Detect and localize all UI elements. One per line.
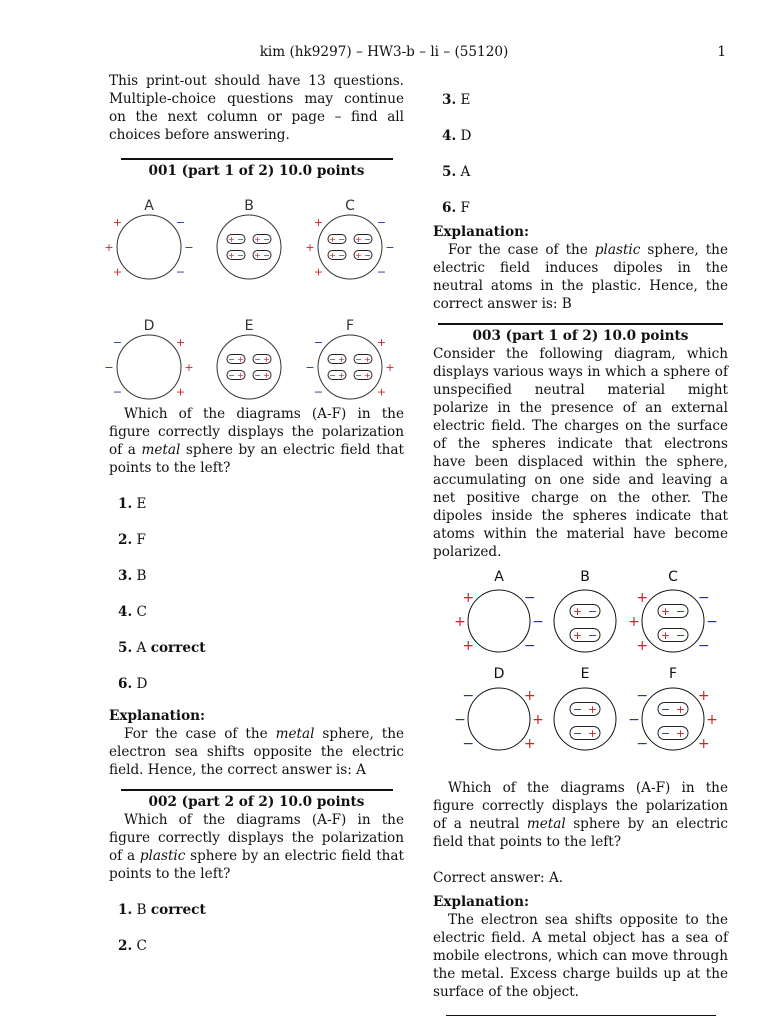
- q1-explanation-em: metal: [275, 726, 315, 742]
- surface-charge: −: [184, 240, 194, 254]
- surface-charge: −: [454, 711, 466, 728]
- dipole-charge: −: [329, 370, 336, 380]
- q2-choice-2[interactable]: [118, 937, 404, 955]
- dipole-charge: +: [237, 354, 244, 364]
- q3-intro: Consider the following diagram, which displays various ways in which a sphere of unspecified neutral material might polarize in the presence of an external electric field. The charges on the surface of the spheres indicate that electrons have been displaced within the sphere, accumulating on one side and leaving a net positive charge on the other. The dipoles inside the spheres indicate that atoms within the material have become polarized.: [433, 346, 728, 560]
- q3-explanation: The electron sea shifts opposite to the electric field. A metal object has a sea of mobile electrons, which can move through the metal. Excess charge builds up at the surface of the object.: [433, 912, 728, 1000]
- q1-choice-6[interactable]: [118, 675, 404, 693]
- choice-text: E: [460, 92, 471, 108]
- surface-charge: −: [462, 687, 475, 704]
- page-number: 1: [717, 44, 726, 60]
- dipole-charge: +: [364, 354, 371, 364]
- q1-sphere-a: [117, 215, 181, 279]
- q2-choice-3[interactable]: [442, 91, 728, 109]
- dipole-charge: −: [237, 250, 244, 260]
- q2-question-em: plastic: [139, 848, 186, 864]
- dipole-charge: +: [263, 354, 270, 364]
- q2-explanation-em: plastic: [594, 242, 641, 258]
- dipole-charge: +: [254, 250, 261, 260]
- surface-charge: +: [462, 589, 475, 606]
- dipole-charge: −: [338, 250, 345, 260]
- surface-charge: −: [523, 637, 536, 654]
- q1-choice-1[interactable]: [118, 495, 404, 513]
- q1-header: 001 (part 1 of 2) 10.0 points: [148, 163, 365, 179]
- choice-text: A: [136, 640, 147, 656]
- q3-sphere-b: [554, 590, 616, 652]
- q1-choice-2[interactable]: [118, 531, 404, 549]
- dipole-charge: +: [572, 628, 583, 642]
- dipole-charge: +: [329, 234, 336, 244]
- q3-explanation-label: Explanation:: [433, 894, 530, 910]
- dipole-charge: −: [237, 234, 244, 244]
- dipole-charge: −: [675, 628, 686, 642]
- surface-charge: +: [636, 637, 649, 654]
- surface-charge: +: [112, 216, 123, 230]
- dipole-charge: +: [660, 628, 671, 642]
- q2-header: 002 (part 2 of 2) 10.0 points: [148, 794, 365, 810]
- q3-sphere-d: [468, 688, 530, 750]
- dipole-charge: −: [675, 604, 686, 618]
- choice-number: 5.: [118, 640, 133, 656]
- q1-sphere-b: [217, 215, 281, 279]
- surface-charge: +: [376, 336, 387, 350]
- surface-charge: −: [636, 687, 649, 704]
- dipole-charge: +: [355, 234, 362, 244]
- q3-question-text: Which of the diagrams (A-F) in the figure correctly displays the polarization of a neutral: [433, 780, 728, 832]
- dipole-charge: −: [228, 354, 235, 364]
- surface-charge: +: [523, 735, 536, 752]
- surface-charge: +: [104, 240, 114, 254]
- choice-text: D: [460, 128, 472, 144]
- q1-question-em: metal: [141, 442, 181, 458]
- choice-number: 3.: [118, 568, 133, 584]
- surface-charge: −: [313, 385, 324, 399]
- q1-label-a: A: [144, 198, 154, 214]
- surface-charge: +: [462, 637, 475, 654]
- dipole-charge: −: [660, 726, 671, 740]
- surface-charge: −: [112, 385, 123, 399]
- q1-sphere-e: [217, 335, 281, 399]
- surface-charge: +: [385, 360, 395, 374]
- q1-question: [109, 405, 404, 477]
- dipole-charge: +: [660, 604, 671, 618]
- dipole-charge: +: [587, 726, 598, 740]
- q2-explanation: [433, 241, 728, 313]
- choice-text: D: [136, 676, 148, 692]
- choice-number: 4.: [118, 604, 133, 620]
- surface-charge: +: [313, 216, 324, 230]
- surface-charge: −: [305, 360, 315, 374]
- surface-charge: −: [697, 589, 710, 606]
- page-header: [0, 43, 768, 63]
- q3-label-b: B: [580, 569, 590, 585]
- q3-question-text-end: sphere by an electric field that points to the left?: [433, 816, 728, 850]
- surface-charge: +: [376, 385, 387, 399]
- surface-charge: −: [376, 265, 387, 279]
- choice-text: C: [136, 604, 147, 620]
- surface-charge: −: [175, 265, 186, 279]
- q3-rule: [438, 323, 723, 325]
- dipole-charge: +: [329, 250, 336, 260]
- q2-choice-6[interactable]: [442, 199, 728, 217]
- choice-number: 2.: [118, 532, 133, 548]
- q1-figure: [104, 186, 404, 401]
- q1-explanation-label: Explanation:: [109, 708, 206, 724]
- correct-mark: correct: [150, 902, 206, 918]
- dipole-charge: −: [364, 250, 371, 260]
- q2-choice-5[interactable]: [442, 163, 728, 181]
- surface-charge: +: [706, 711, 718, 728]
- surface-charge: +: [184, 360, 194, 374]
- dipole-charge: +: [355, 250, 362, 260]
- choice-number: 6.: [118, 676, 133, 692]
- surface-charge: −: [385, 240, 395, 254]
- surface-charge: −: [697, 637, 710, 654]
- correct-mark: correct: [150, 640, 206, 656]
- q1-explanation-text-end: sphere, the electron sea shifts opposite the electric field. Hence, the correct answer is: A: [109, 726, 404, 778]
- intro-text: This print-out should have 13 questions. Multiple-choice questions may continue on the next column or page – find all choices before answering.: [109, 73, 404, 143]
- surface-charge: +: [628, 613, 640, 630]
- dipole-charge: +: [675, 702, 686, 716]
- choice-text: C: [136, 938, 147, 954]
- choice-number: 4.: [442, 128, 457, 144]
- choice-text: A: [460, 164, 471, 180]
- surface-charge: +: [175, 336, 186, 350]
- choice-number: 3.: [442, 92, 457, 108]
- q1-sphere-c: [318, 215, 382, 279]
- q1-question-text-end: sphere by an electric field that points to the left?: [109, 442, 404, 476]
- dipole-charge: +: [254, 234, 261, 244]
- choice-number: 1.: [118, 902, 133, 918]
- q2-explanation-text-end: sphere, the electric field induces dipoles in the neutral atoms in the plastic. Hence, the correct answer is: B: [433, 242, 728, 312]
- choice-text: F: [460, 200, 470, 216]
- dipole-charge: −: [228, 370, 235, 380]
- q3-label-e: E: [580, 666, 590, 682]
- q3-question-em: metal: [526, 816, 566, 832]
- q3-label-d: D: [493, 666, 505, 682]
- choice-number: 5.: [442, 164, 457, 180]
- dipole-charge: −: [263, 234, 270, 244]
- surface-charge: +: [523, 687, 536, 704]
- dipole-charge: +: [587, 702, 598, 716]
- q3-label-f: F: [668, 666, 678, 682]
- q3-sphere-f: [642, 688, 704, 750]
- dipole-charge: +: [572, 604, 583, 618]
- q1-sphere-d: [117, 335, 181, 399]
- choice-text: B: [136, 568, 147, 584]
- q3-correct-answer: Correct answer: A.: [433, 870, 564, 886]
- dipole-charge: +: [364, 370, 371, 380]
- choice-number: 1.: [118, 496, 133, 512]
- dipole-charge: −: [364, 234, 371, 244]
- surface-charge: +: [697, 687, 710, 704]
- left-column: [104, 72, 405, 955]
- surface-charge: −: [175, 216, 186, 230]
- q2-question: [109, 811, 404, 883]
- q3-question: [433, 779, 728, 851]
- header-title: kim (hk9297) – HW3-b – li – (55120): [259, 44, 509, 60]
- dipole-charge: +: [263, 370, 270, 380]
- q3-header: 003 (part 1 of 2) 10.0 points: [472, 328, 689, 344]
- surface-charge: −: [104, 360, 114, 374]
- q2-rule: [121, 789, 393, 791]
- q3-figure: [433, 569, 728, 769]
- q2-question-text: Which of the diagrams (A-F) in the figure correctly displays the polarization of a: [109, 812, 404, 864]
- q1-label-d: D: [143, 318, 155, 334]
- right-column: [433, 73, 728, 1016]
- surface-charge: +: [305, 240, 315, 254]
- dipole-charge: +: [228, 250, 235, 260]
- surface-charge: +: [532, 711, 544, 728]
- q2-explanation-text: For the case of the: [448, 242, 595, 258]
- dipole-charge: −: [355, 370, 362, 380]
- q2-explanation-label: Explanation:: [433, 224, 530, 240]
- choice-number: 6.: [442, 200, 457, 216]
- q3-sphere-e: [554, 688, 616, 750]
- q2-choice-1[interactable]: [118, 901, 404, 919]
- q1-sphere-f: [318, 335, 382, 399]
- surface-charge: −: [462, 735, 475, 752]
- surface-charge: +: [313, 265, 324, 279]
- surface-charge: +: [454, 613, 466, 630]
- surface-charge: +: [175, 385, 186, 399]
- q1-choice-3[interactable]: [118, 567, 404, 585]
- dipole-charge: −: [254, 354, 261, 364]
- q3-end-rule: [446, 1015, 716, 1016]
- dipole-charge: +: [228, 234, 235, 244]
- dipole-charge: +: [338, 354, 345, 364]
- dipole-charge: −: [263, 250, 270, 260]
- choice-text: F: [136, 532, 146, 548]
- dipole-charge: −: [572, 702, 583, 716]
- q1-label-f: F: [345, 318, 355, 334]
- choice-text: B: [136, 902, 147, 918]
- surface-charge: −: [523, 589, 536, 606]
- dipole-charge: −: [338, 234, 345, 244]
- choice-number: 2.: [118, 938, 133, 954]
- q2-question-text-end: sphere by an electric field that points to the left?: [109, 848, 405, 882]
- surface-charge: +: [112, 265, 123, 279]
- dipole-charge: −: [329, 354, 336, 364]
- q1-label-c: C: [345, 198, 355, 214]
- dipole-charge: −: [587, 628, 598, 642]
- surface-charge: −: [112, 336, 123, 350]
- dipole-charge: +: [237, 370, 244, 380]
- surface-charge: −: [376, 216, 387, 230]
- q1-explanation: [109, 725, 404, 779]
- surface-charge: −: [636, 735, 649, 752]
- q1-explanation-text: For the case of the: [124, 726, 276, 742]
- q1-choice-5[interactable]: [118, 639, 404, 657]
- surface-charge: −: [532, 613, 544, 630]
- surface-charge: −: [628, 711, 640, 728]
- q3-sphere-c: [642, 590, 704, 652]
- q3-sphere-a: [468, 590, 530, 652]
- q1-label-e: E: [244, 318, 254, 334]
- surface-charge: −: [706, 613, 718, 630]
- q1-choice-4[interactable]: [118, 603, 404, 621]
- dipole-charge: +: [675, 726, 686, 740]
- q1-label-b: B: [244, 198, 254, 214]
- dipole-charge: −: [254, 370, 261, 380]
- dipole-charge: −: [587, 604, 598, 618]
- q1-question-text: Which of the diagrams (A-F) in the figure correctly displays the polarization of a: [109, 406, 404, 458]
- q1-rule: [121, 158, 393, 160]
- dipole-charge: +: [338, 370, 345, 380]
- choice-text: E: [136, 496, 147, 512]
- dipole-charge: −: [355, 354, 362, 364]
- q2-choice-4[interactable]: [442, 127, 728, 145]
- q3-label-c: C: [668, 569, 678, 585]
- q3-label-a: A: [494, 569, 504, 585]
- surface-charge: +: [636, 589, 649, 606]
- dipole-charge: −: [660, 702, 671, 716]
- dipole-charge: −: [572, 726, 583, 740]
- surface-charge: +: [697, 735, 710, 752]
- surface-charge: −: [313, 336, 324, 350]
